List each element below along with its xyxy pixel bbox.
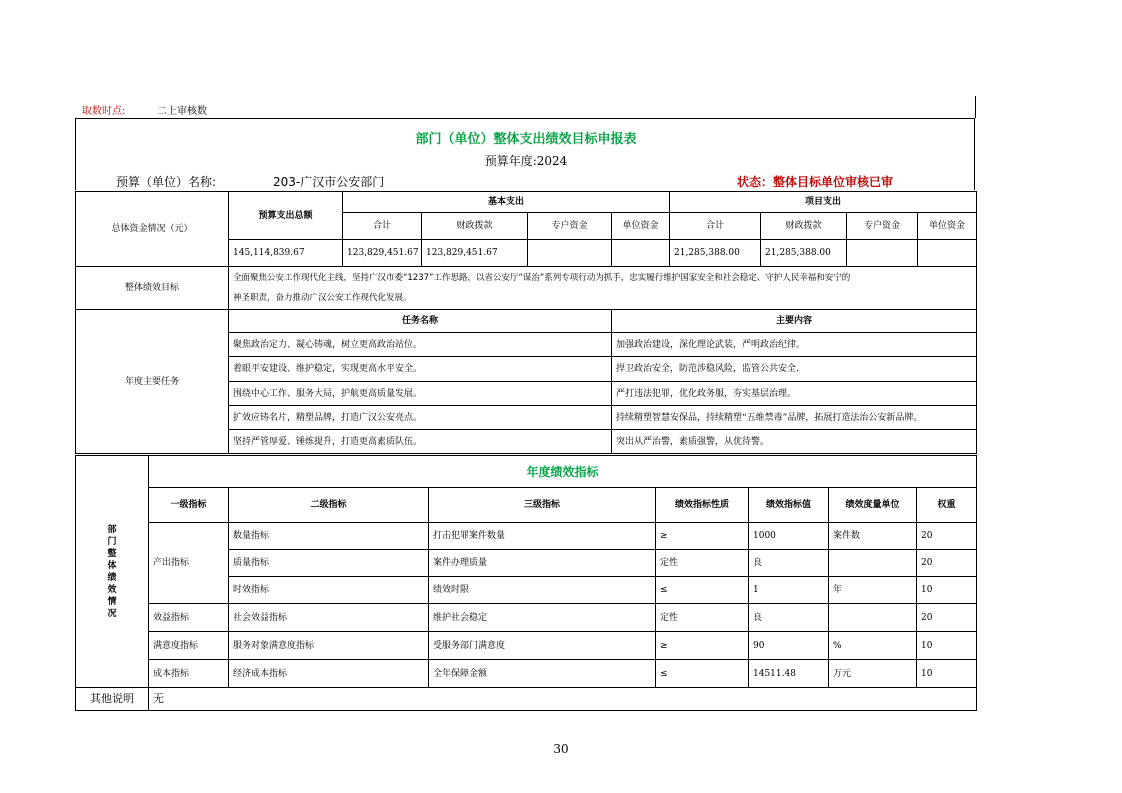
value-cell: 1 <box>749 577 829 604</box>
level2-cell: 质量指标 <box>229 550 429 577</box>
col-unit: 绩效度量单位 <box>829 488 917 523</box>
other-notes-label: 其他说明 <box>76 688 149 711</box>
goal-line-2: 神圣职责，奋力推动广汉公安工作现代化发展。 <box>233 293 412 303</box>
page-number: 30 <box>553 742 569 756</box>
task-content: 捍卫政治安全，防范涉稳风险，监管公共安全. <box>612 357 977 382</box>
level2-cell: 时效指标 <box>229 577 429 604</box>
value-cell: 1000 <box>749 523 829 550</box>
performance-title: 年度绩效指标 <box>149 456 977 488</box>
project-special-header: 专户资金 <box>847 213 918 240</box>
goal-text <box>229 267 977 310</box>
status-text: 状态：整体目标单位审核已审 <box>737 175 894 189</box>
unit-name: 203-广汉市公安部门 <box>273 175 385 189</box>
nature-cell: ≤ <box>656 660 749 688</box>
basic-special-header: 专户资金 <box>528 213 612 240</box>
level3-cell: 案件办理质量 <box>429 550 656 577</box>
goal-line-1: 全面聚焦公安工作现代化主线，坚持广汉市委“1237”工作思路，以省公安厅“谋治”系列专项行动为抓手，忠实履行维护国家安全和社会稳定、守护人民幸福和安宁的 <box>233 273 851 283</box>
task-content: 持续精塑智慧安保品，持续精塑“五维禁毒”品牌，拓展打造法治公安新品牌。 <box>612 406 977 430</box>
level1-cell: 成本指标 <box>149 660 229 688</box>
task-content: 严打违法犯罪，优化政务服，夯实基层治理。 <box>612 382 977 406</box>
basic-total-header: 合计 <box>343 213 422 240</box>
col-nature: 绩效指标性质 <box>656 488 749 523</box>
value-cell: 90 <box>749 632 829 660</box>
task-content: 突出从严治警，素质强警，从优待警。 <box>612 430 977 454</box>
weight-cell: 10 <box>917 632 977 660</box>
value-cell: 良 <box>749 604 829 632</box>
project-total-value: 21,285,388.00 <box>670 240 761 267</box>
col-level2: 二级指标 <box>229 488 429 523</box>
level1-cell: 效益指标 <box>149 604 229 632</box>
other-notes-value: 无 <box>149 688 977 711</box>
budget-year: 预算年度:2024 <box>484 154 568 168</box>
nature-cell: 定性 <box>656 550 749 577</box>
budget-total-value: 145,114,839.67 <box>229 240 343 267</box>
section-side-title: 部 门 整 体 绩 效 情 况 <box>76 456 149 688</box>
project-unit-value <box>918 240 977 267</box>
unit-cell: 案件数 <box>829 523 917 550</box>
data-time-label: 取数时点: <box>82 106 126 117</box>
level2-cell: 经济成本指标 <box>229 660 429 688</box>
nature-cell: ≥ <box>656 523 749 550</box>
task-name: 围绕中心工作、服务大局，护航更高质量发展。 <box>229 382 612 406</box>
top-right-rule <box>975 96 976 118</box>
weight-cell: 10 <box>917 577 977 604</box>
funds-row-label: 总体资金情况（元） <box>76 192 229 267</box>
project-fiscal-header: 财政拨款 <box>761 213 847 240</box>
level1-cell: 产出指标 <box>149 523 229 604</box>
unit-cell <box>829 604 917 632</box>
nature-cell: ≤ <box>656 577 749 604</box>
level1-cell: 满意度指标 <box>149 632 229 660</box>
unit-cell: % <box>829 632 917 660</box>
level3-cell: 打击犯罪案件数量 <box>429 523 656 550</box>
col-level1: 一级指标 <box>149 488 229 523</box>
basic-unit-value <box>612 240 670 267</box>
basic-special-value <box>528 240 612 267</box>
level3-cell: 绩效时限 <box>429 577 656 604</box>
task-name-header: 任务名称 <box>229 310 612 333</box>
value-cell: 14511.48 <box>749 660 829 688</box>
nature-cell: ≥ <box>656 632 749 660</box>
level3-cell: 全年保障金额 <box>429 660 656 688</box>
col-weight: 权重 <box>917 488 977 523</box>
form-title: 部门（单位）整体支出绩效目标申报表 <box>415 132 637 147</box>
project-unit-header: 单位资金 <box>918 213 977 240</box>
unit-cell <box>829 550 917 577</box>
task-content: 加强政治建设，深化理论武装，严明政治纪律。 <box>612 333 977 357</box>
unit-cell: 万元 <box>829 660 917 688</box>
level2-cell: 社会效益指标 <box>229 604 429 632</box>
basic-expense-header: 基本支出 <box>343 192 670 213</box>
task-name: 着眼平安建设、维护稳定，实现更高水平安全。 <box>229 357 612 382</box>
data-time-value: 二上审核数 <box>157 106 207 117</box>
weight-cell: 20 <box>917 550 977 577</box>
budget-total-header: 预算支出总额 <box>229 192 343 240</box>
level2-cell: 服务对象满意度指标 <box>229 632 429 660</box>
weight-cell: 20 <box>917 604 977 632</box>
project-special-value <box>847 240 918 267</box>
col-level3: 三级指标 <box>429 488 656 523</box>
performance-table <box>75 455 977 711</box>
unit-name-label: 预算（单位）名称: <box>116 175 217 189</box>
task-name: 扩效应铸名片，精塑品牌，打造广汉公安亮点。 <box>229 406 612 430</box>
nature-cell: 定性 <box>656 604 749 632</box>
project-fiscal-value: 21,285,388.00 <box>761 240 847 267</box>
project-expense-header: 项目支出 <box>670 192 977 213</box>
level3-cell: 受服务部门满意度 <box>429 632 656 660</box>
weight-cell: 10 <box>917 660 977 688</box>
basic-fiscal-value: 123,829,451.67 <box>422 240 528 267</box>
project-total-header: 合计 <box>670 213 761 240</box>
value-cell: 良 <box>749 550 829 577</box>
task-name: 坚持严管厚爱、锤炼提升，打造更高素质队伍。 <box>229 430 612 454</box>
basic-unit-header: 单位资金 <box>612 213 670 240</box>
level2-cell: 数量指标 <box>229 523 429 550</box>
col-value: 绩效指标值 <box>749 488 829 523</box>
funds-goal-tasks-table <box>75 191 977 454</box>
task-content-header: 主要内容 <box>612 310 977 333</box>
tasks-label: 年度主要任务 <box>76 310 229 454</box>
goal-label: 整体绩效目标 <box>76 267 229 310</box>
basic-total-value: 123,829,451.67 <box>343 240 422 267</box>
task-name: 聚焦政治定力、凝心铸魂，树立更高政治站位。 <box>229 333 612 357</box>
level3-cell: 维护社会稳定 <box>429 604 656 632</box>
header-box <box>75 118 975 190</box>
unit-cell: 年 <box>829 577 917 604</box>
basic-fiscal-header: 财政拨款 <box>422 213 528 240</box>
weight-cell: 20 <box>917 523 977 550</box>
